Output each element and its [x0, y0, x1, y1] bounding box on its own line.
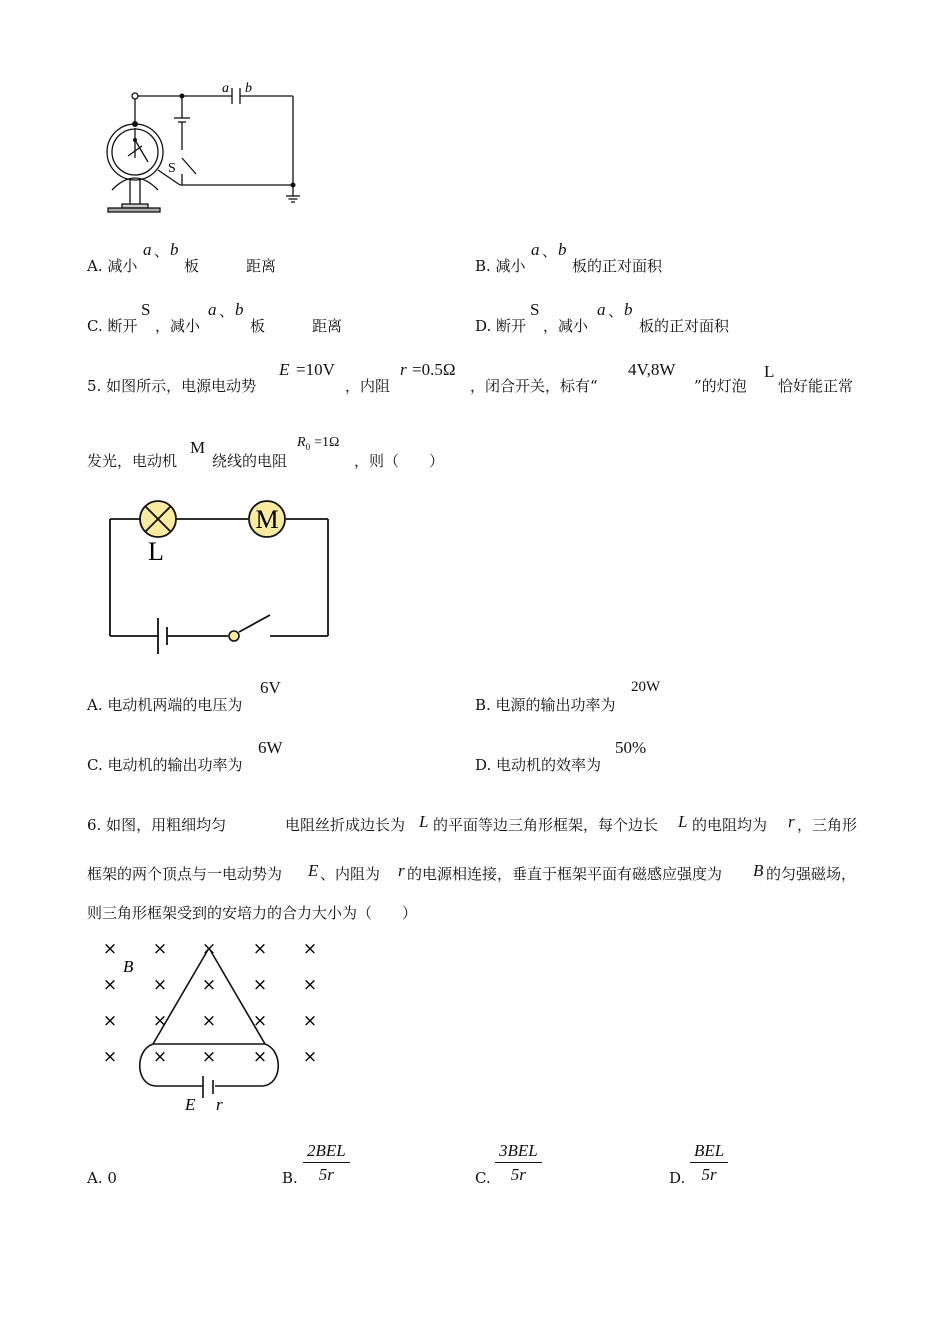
q5-a-text: A. 电动机两端的电压为 — [87, 696, 243, 714]
q4-b-prefix: B. 减小 — [475, 257, 526, 275]
q5-r0 — [297, 435, 339, 452]
field-cross: × — [152, 1047, 168, 1067]
q4-a-var-b: b — [170, 240, 179, 259]
q4-c-mid1: ，减小 — [155, 317, 201, 335]
field-cross: × — [302, 939, 318, 959]
q6-line2-b: 、内阻为 — [320, 865, 381, 883]
capacitor-label-b: b — [245, 81, 252, 96]
q5-r0-var: R — [297, 435, 306, 450]
field-crosses — [103, 939, 317, 1067]
lamp-label: L — [148, 537, 164, 566]
q5-a-value: 6V — [260, 678, 281, 697]
q5-c-value: 6W — [258, 738, 283, 757]
capacitor-label-a: a — [222, 81, 229, 96]
q6-line2-d: 的匀强磁场， — [766, 865, 857, 883]
q4-a-sep: 、 — [154, 242, 170, 260]
q5-stem1-e: 恰好能正常 — [778, 377, 854, 395]
q4-a-prefix: A. 减小 — [87, 257, 138, 275]
field-cross: × — [252, 1047, 268, 1067]
q5-emf-val: =10V — [296, 360, 335, 379]
q6-d-numerator: BEL — [690, 1141, 728, 1163]
q5-motor-sym: M — [190, 438, 206, 457]
q6-var-r1: r — [788, 812, 795, 831]
q4-c-prefix: C. 断开 — [87, 317, 138, 335]
q4-b-var-a: a — [531, 240, 540, 259]
q6-stem-line3: 则三角形框架受到的安培力的合力大小为（ ） — [87, 904, 418, 922]
field-cross: × — [152, 939, 168, 959]
q6-d-fraction — [690, 1141, 728, 1185]
q4-c-switch: S — [141, 300, 151, 319]
q4-circuit-figure — [100, 78, 310, 218]
q4-d-var-b: b — [624, 300, 633, 319]
q4-b-var-b: b — [558, 240, 567, 259]
q5-emf-var: E — [279, 360, 290, 379]
q4-d-sep: 、 — [608, 302, 624, 320]
field-cross: × — [252, 975, 268, 995]
q5-stem2-b: 绕线的电阻 — [212, 452, 288, 470]
q6-var-r2: r — [398, 861, 405, 880]
field-cross: × — [102, 939, 118, 959]
field-cross: × — [102, 975, 118, 995]
q4-d-prefix: D. 断开 — [475, 317, 527, 335]
q6-line1-c: 的平面等边三角形框架，每个边长 — [433, 816, 659, 834]
q6-d-denominator: 5r — [701, 1165, 717, 1184]
q5-stem2-a: 发光，电动机 — [87, 452, 178, 470]
q5-stem2-c: ，则（ ） — [354, 452, 445, 470]
q5-r-val: =0.5Ω — [412, 360, 456, 379]
q5-bulb-rating: 4V,8W — [628, 360, 676, 379]
q5-b-text: B. 电源的输出功率为 — [475, 696, 616, 714]
q6-c-fraction — [495, 1141, 542, 1185]
q6-line1-d: 的电阻均为 — [692, 816, 768, 834]
q6-c-label: C. — [475, 1169, 491, 1187]
q5-stem1-a: 5. 如图所示，电源电动势 — [87, 377, 257, 395]
q5-circuit-figure — [100, 496, 340, 658]
source-emf-label: E — [185, 1095, 196, 1114]
field-cross: × — [152, 975, 168, 995]
q6-line2-a: 框架的两个顶点与一电动势为 — [87, 865, 283, 883]
q6-b-fraction — [303, 1141, 350, 1185]
q6-option-a: A. 0 — [87, 1169, 117, 1187]
q6-line1-b: 电阻丝折成边长为 — [285, 816, 406, 834]
q4-b-sep: 、 — [542, 242, 558, 260]
q6-magnetic-field-figure — [95, 932, 335, 1122]
q6-var-L1: L — [419, 812, 429, 831]
field-cross: × — [201, 975, 217, 995]
field-cross: × — [302, 1011, 318, 1031]
q5-r0-val: =1Ω — [314, 435, 340, 450]
q5-b-value: 20W — [631, 679, 661, 695]
q5-stem1-d: ”的灯泡 — [694, 377, 747, 395]
q5-stem1-c: ，闭合开关，标有“ — [470, 377, 598, 395]
q6-line2-c: 的电源相连接，垂直于框架平面有磁感应强度为 — [407, 865, 723, 883]
switch-contact — [229, 631, 239, 641]
field-cross: × — [152, 1011, 168, 1031]
q4-d-mid1: ，减小 — [543, 317, 589, 335]
q6-var-L2: L — [678, 812, 688, 831]
q6-var-B: B — [753, 861, 764, 880]
q4-c-tail: 距离 — [312, 317, 343, 335]
q5-bulb-sym: L — [764, 362, 775, 381]
q6-b-denominator: 5r — [318, 1165, 334, 1184]
field-cross: × — [302, 975, 318, 995]
field-cross: × — [201, 939, 217, 959]
field-cross: × — [252, 939, 268, 959]
q5-r-var: r — [400, 360, 407, 379]
q4-a-mid: 板 — [184, 257, 200, 275]
q4-d-switch: S — [530, 300, 540, 319]
q6-var-E: E — [308, 861, 319, 880]
switch-label: S — [168, 161, 176, 176]
q4-b-tail: 板的正对面积 — [572, 257, 663, 275]
field-cross: × — [201, 1011, 217, 1031]
q6-b-numerator: 2BEL — [303, 1141, 350, 1163]
q6-c-denominator: 5r — [510, 1165, 526, 1184]
q6-d-label: D. — [669, 1169, 686, 1187]
motor-label: M — [255, 505, 279, 534]
q5-c-text: C. 电动机的输出功率为 — [87, 756, 243, 774]
q5-d-text: D. 电动机的效率为 — [475, 756, 602, 774]
q5-stem1-b: ，内阻 — [345, 377, 391, 395]
q5-r0-sub: 0 — [305, 441, 311, 452]
source-r-label: r — [216, 1095, 223, 1114]
q4-c-var-a: a — [208, 300, 217, 319]
q4-d-tail: 板的正对面积 — [639, 317, 730, 335]
q4-a-tail: 距离 — [246, 257, 277, 275]
field-cross: × — [302, 1047, 318, 1067]
field-cross: × — [201, 1047, 217, 1067]
field-cross: × — [252, 1011, 268, 1031]
q4-c-mid2: 板 — [250, 317, 266, 335]
field-label-B: B — [123, 957, 134, 976]
q6-line1-a: 6. 如图，用粗细均匀 — [87, 816, 227, 834]
q6-c-numerator: 3BEL — [495, 1141, 542, 1163]
q4-c-sep: 、 — [219, 302, 235, 320]
q6-b-label: B. — [282, 1169, 298, 1187]
q5-d-value: 50% — [615, 738, 647, 757]
field-cross: × — [102, 1011, 118, 1031]
q4-c-var-b: b — [235, 300, 244, 319]
q4-d-var-a: a — [597, 300, 606, 319]
q6-line1-e: ，三角形 — [797, 816, 858, 834]
field-cross: × — [102, 1047, 118, 1067]
q4-a-var-a: a — [143, 240, 152, 259]
